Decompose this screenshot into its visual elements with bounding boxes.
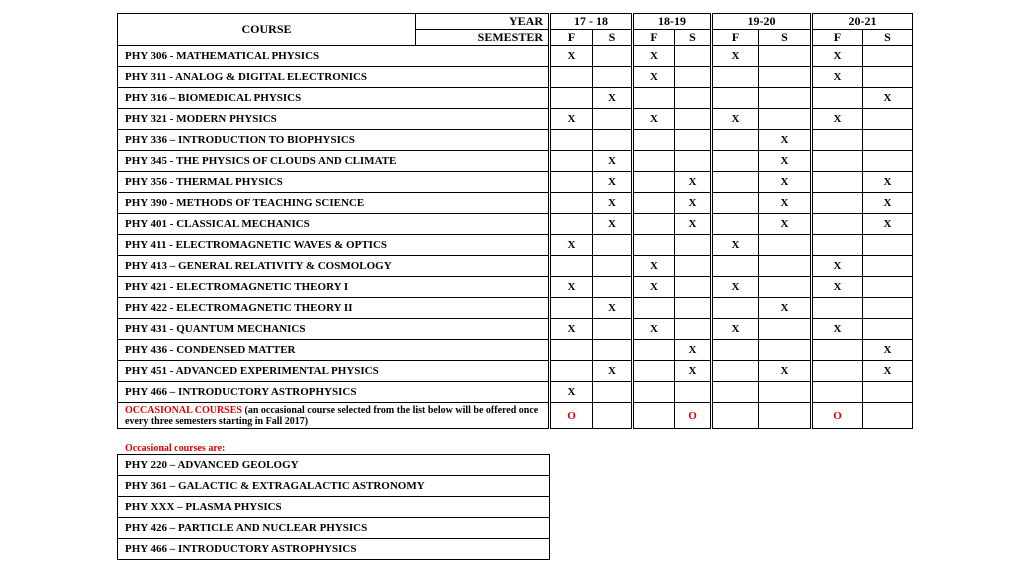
schedule-mark: X [675, 340, 712, 361]
schedule-mark: X [593, 298, 633, 319]
schedule-mark [863, 151, 913, 172]
schedule-mark: X [712, 277, 759, 298]
schedule-mark: X [863, 172, 913, 193]
schedule-mark [863, 382, 913, 403]
course-name: PHY 390 - METHODS OF TEACHING SCIENCE [118, 193, 550, 214]
schedule-mark: X [550, 235, 593, 256]
course-row [118, 235, 913, 256]
occasional-courses-heading: Occasional courses are: [125, 443, 226, 454]
schedule-mark [675, 298, 712, 319]
schedule-mark [633, 88, 675, 109]
schedule-mark: X [675, 193, 712, 214]
schedule-mark [759, 277, 812, 298]
schedule-mark: X [593, 151, 633, 172]
schedule-mark [759, 382, 812, 403]
schedule-mark [812, 130, 863, 151]
schedule-mark [712, 382, 759, 403]
schedule-mark [633, 151, 675, 172]
occasional-mark [593, 403, 633, 429]
schedule-mark [863, 46, 913, 67]
course-name: PHY 311 - ANALOG & DIGITAL ELECTRONICS [118, 67, 550, 88]
schedule-mark [812, 235, 863, 256]
schedule-mark [759, 67, 812, 88]
schedule-mark: X [633, 256, 675, 277]
occasional-mark: O [675, 403, 712, 429]
occasional-courses-label: OCCASIONAL COURSES [125, 405, 242, 416]
occasional-course-row [118, 476, 550, 497]
schedule-mark [633, 193, 675, 214]
schedule-mark [633, 130, 675, 151]
course-name: PHY 422 - ELECTROMAGNETIC THEORY II [118, 298, 550, 319]
schedule-mark [759, 340, 812, 361]
schedule-mark [675, 88, 712, 109]
course-row [118, 67, 913, 88]
schedule-mark [550, 193, 593, 214]
schedule-mark [863, 130, 913, 151]
schedule-mark [675, 277, 712, 298]
schedule-mark [863, 277, 913, 298]
schedule-mark [759, 235, 812, 256]
schedule-mark: X [633, 319, 675, 340]
occasional-course-name: PHY 361 – GALACTIC & EXTRAGALACTIC ASTRONOMY [118, 476, 550, 497]
schedule-mark: X [633, 109, 675, 130]
schedule-mark [593, 382, 633, 403]
occasional-course-name: PHY 466 – INTRODUCTORY ASTROPHYSICS [118, 539, 550, 560]
schedule-mark: X [633, 277, 675, 298]
schedule-mark: X [712, 109, 759, 130]
course-row [118, 382, 913, 403]
course-name: PHY 466 – INTRODUCTORY ASTROPHYSICS [118, 382, 550, 403]
schedule-mark [593, 67, 633, 88]
schedule-mark [550, 67, 593, 88]
semester-header: S [593, 30, 633, 46]
course-name: PHY 356 - THERMAL PHYSICS [118, 172, 550, 193]
occasional-mark [633, 403, 675, 429]
schedule-mark: X [675, 361, 712, 382]
year-header: 18-19 [633, 14, 712, 30]
schedule-mark [593, 46, 633, 67]
course-name: PHY 306 - MATHEMATICAL PHYSICS [118, 46, 550, 67]
occasional-course-name: PHY XXX – PLASMA PHYSICS [118, 497, 550, 518]
schedule-mark: X [675, 172, 712, 193]
schedule-mark: X [550, 382, 593, 403]
schedule-mark [675, 130, 712, 151]
schedule-mark [812, 340, 863, 361]
schedule-mark [593, 235, 633, 256]
course-row [118, 88, 913, 109]
schedule-mark: X [759, 130, 812, 151]
schedule-mark [812, 193, 863, 214]
semester-header: F [812, 30, 863, 46]
schedule-mark [550, 298, 593, 319]
course-name: PHY 436 - CONDENSED MATTER [118, 340, 550, 361]
schedule-mark [675, 256, 712, 277]
occasional-course-row [118, 497, 550, 518]
schedule-mark [550, 361, 593, 382]
schedule-mark: X [550, 109, 593, 130]
schedule-mark: X [593, 361, 633, 382]
schedule-mark: X [759, 193, 812, 214]
course-row [118, 361, 913, 382]
semester-header: S [759, 30, 812, 46]
schedule-mark: X [812, 319, 863, 340]
course-row [118, 340, 913, 361]
course-row [118, 130, 913, 151]
schedule-mark [759, 46, 812, 67]
semester-header: S [863, 30, 913, 46]
occasional-course-row [118, 455, 550, 476]
schedule-mark [712, 88, 759, 109]
schedule-mark [550, 256, 593, 277]
schedule-mark [812, 361, 863, 382]
course-row [118, 319, 913, 340]
course-name: PHY 336 – INTRODUCTION TO BIOPHYSICS [118, 130, 550, 151]
schedule-mark [675, 151, 712, 172]
course-name: PHY 451 - ADVANCED EXPERIMENTAL PHYSICS [118, 361, 550, 382]
year-header: 20-21 [812, 14, 913, 30]
schedule-mark [812, 151, 863, 172]
schedule-mark: X [863, 88, 913, 109]
schedule-mark: X [593, 88, 633, 109]
course-schedule-table [117, 13, 913, 429]
schedule-mark [593, 277, 633, 298]
schedule-mark [812, 298, 863, 319]
course-row [118, 193, 913, 214]
schedule-mark: X [550, 46, 593, 67]
semester-header: F [633, 30, 675, 46]
schedule-mark [812, 88, 863, 109]
course-row [118, 214, 913, 235]
schedule-mark: X [812, 277, 863, 298]
course-name: PHY 411 - ELECTROMAGNETIC WAVES & OPTICS [118, 235, 550, 256]
schedule-mark [863, 67, 913, 88]
course-row [118, 109, 913, 130]
schedule-mark: X [633, 46, 675, 67]
schedule-mark [863, 319, 913, 340]
occasional-courses-cell [118, 403, 550, 429]
schedule-mark [675, 382, 712, 403]
course-name: PHY 321 - MODERN PHYSICS [118, 109, 550, 130]
schedule-mark [550, 172, 593, 193]
schedule-mark [633, 214, 675, 235]
schedule-mark [550, 130, 593, 151]
year-label: YEAR [416, 14, 550, 30]
course-name: PHY 401 - CLASSICAL MECHANICS [118, 214, 550, 235]
schedule-mark [633, 340, 675, 361]
schedule-mark [633, 298, 675, 319]
schedule-mark: X [759, 361, 812, 382]
schedule-mark [593, 109, 633, 130]
schedule-mark: X [633, 67, 675, 88]
schedule-mark [593, 256, 633, 277]
schedule-mark [759, 88, 812, 109]
occasional-mark [863, 403, 913, 429]
schedule-mark [712, 172, 759, 193]
course-header: COURSE [118, 14, 416, 46]
semester-label: SEMESTER [416, 30, 550, 46]
schedule-mark: X [863, 361, 913, 382]
schedule-mark [550, 214, 593, 235]
schedule-mark [863, 298, 913, 319]
course-row [118, 256, 913, 277]
semester-header: F [550, 30, 593, 46]
schedule-mark: X [863, 193, 913, 214]
schedule-mark [633, 172, 675, 193]
occasional-mark: O [550, 403, 593, 429]
occasional-courses-table [117, 454, 550, 560]
course-name: PHY 316 – BIOMEDICAL PHYSICS [118, 88, 550, 109]
schedule-mark: X [812, 67, 863, 88]
schedule-mark [593, 340, 633, 361]
course-row [118, 172, 913, 193]
schedule-mark [712, 256, 759, 277]
year-header: 17 - 18 [550, 14, 633, 30]
schedule-mark [633, 235, 675, 256]
header-row-year [118, 14, 913, 30]
schedule-mark [712, 298, 759, 319]
schedule-mark [712, 361, 759, 382]
schedule-mark [675, 319, 712, 340]
schedule-mark: X [812, 109, 863, 130]
schedule-mark [712, 214, 759, 235]
course-name: PHY 431 - QUANTUM MECHANICS [118, 319, 550, 340]
year-header: 19-20 [712, 14, 812, 30]
schedule-mark: X [550, 319, 593, 340]
schedule-mark [675, 46, 712, 67]
schedule-mark: X [593, 172, 633, 193]
occasional-course-row [118, 518, 550, 539]
occasional-mark [712, 403, 759, 429]
occasional-course-name: PHY 220 – ADVANCED GEOLOGY [118, 455, 550, 476]
schedule-mark [759, 109, 812, 130]
schedule-mark [633, 382, 675, 403]
schedule-mark [712, 130, 759, 151]
schedule-mark: X [593, 193, 633, 214]
schedule-mark: X [863, 340, 913, 361]
schedule-mark [593, 319, 633, 340]
schedule-mark [759, 319, 812, 340]
schedule-mark: X [759, 172, 812, 193]
schedule-mark [550, 340, 593, 361]
schedule-mark [712, 340, 759, 361]
schedule-mark [863, 256, 913, 277]
schedule-mark [812, 172, 863, 193]
schedule-mark [712, 151, 759, 172]
schedule-mark [863, 109, 913, 130]
schedule-mark [812, 382, 863, 403]
occasional-mark: O [812, 403, 863, 429]
course-name: PHY 413 – GENERAL RELATIVITY & COSMOLOGY [118, 256, 550, 277]
occasional-course-name: PHY 426 – PARTICLE AND NUCLEAR PHYSICS [118, 518, 550, 539]
schedule-mark [633, 361, 675, 382]
schedule-mark: X [675, 214, 712, 235]
occasional-courses-row [118, 403, 913, 429]
schedule-mark: X [712, 235, 759, 256]
schedule-mark [550, 88, 593, 109]
schedule-mark [593, 130, 633, 151]
schedule-mark: X [759, 298, 812, 319]
course-name: PHY 421 - ELECTROMAGNETIC THEORY I [118, 277, 550, 298]
course-row [118, 277, 913, 298]
occasional-course-row [118, 539, 550, 560]
schedule-mark [863, 235, 913, 256]
schedule-mark [675, 109, 712, 130]
schedule-mark: X [550, 277, 593, 298]
schedule-mark [812, 214, 863, 235]
schedule-mark [675, 235, 712, 256]
schedule-mark: X [812, 46, 863, 67]
schedule-mark [759, 256, 812, 277]
schedule-mark: X [593, 214, 633, 235]
course-row [118, 46, 913, 67]
occasional-courses-note: (an occasional course selected from the list below will be offered once every three semesters starting in Fall 2017) [125, 405, 539, 427]
course-name: PHY 345 - THE PHYSICS OF CLOUDS AND CLIMATE [118, 151, 550, 172]
schedule-mark: X [863, 214, 913, 235]
schedule-mark: X [812, 256, 863, 277]
schedule-mark: X [712, 46, 759, 67]
course-row [118, 298, 913, 319]
schedule-mark [550, 151, 593, 172]
schedule-mark [675, 67, 712, 88]
occasional-mark [759, 403, 812, 429]
schedule-mark [712, 67, 759, 88]
course-row [118, 151, 913, 172]
schedule-mark: X [759, 151, 812, 172]
semester-header: S [675, 30, 712, 46]
schedule-mark: X [759, 214, 812, 235]
semester-header: F [712, 30, 759, 46]
schedule-mark: X [712, 319, 759, 340]
schedule-mark [712, 193, 759, 214]
